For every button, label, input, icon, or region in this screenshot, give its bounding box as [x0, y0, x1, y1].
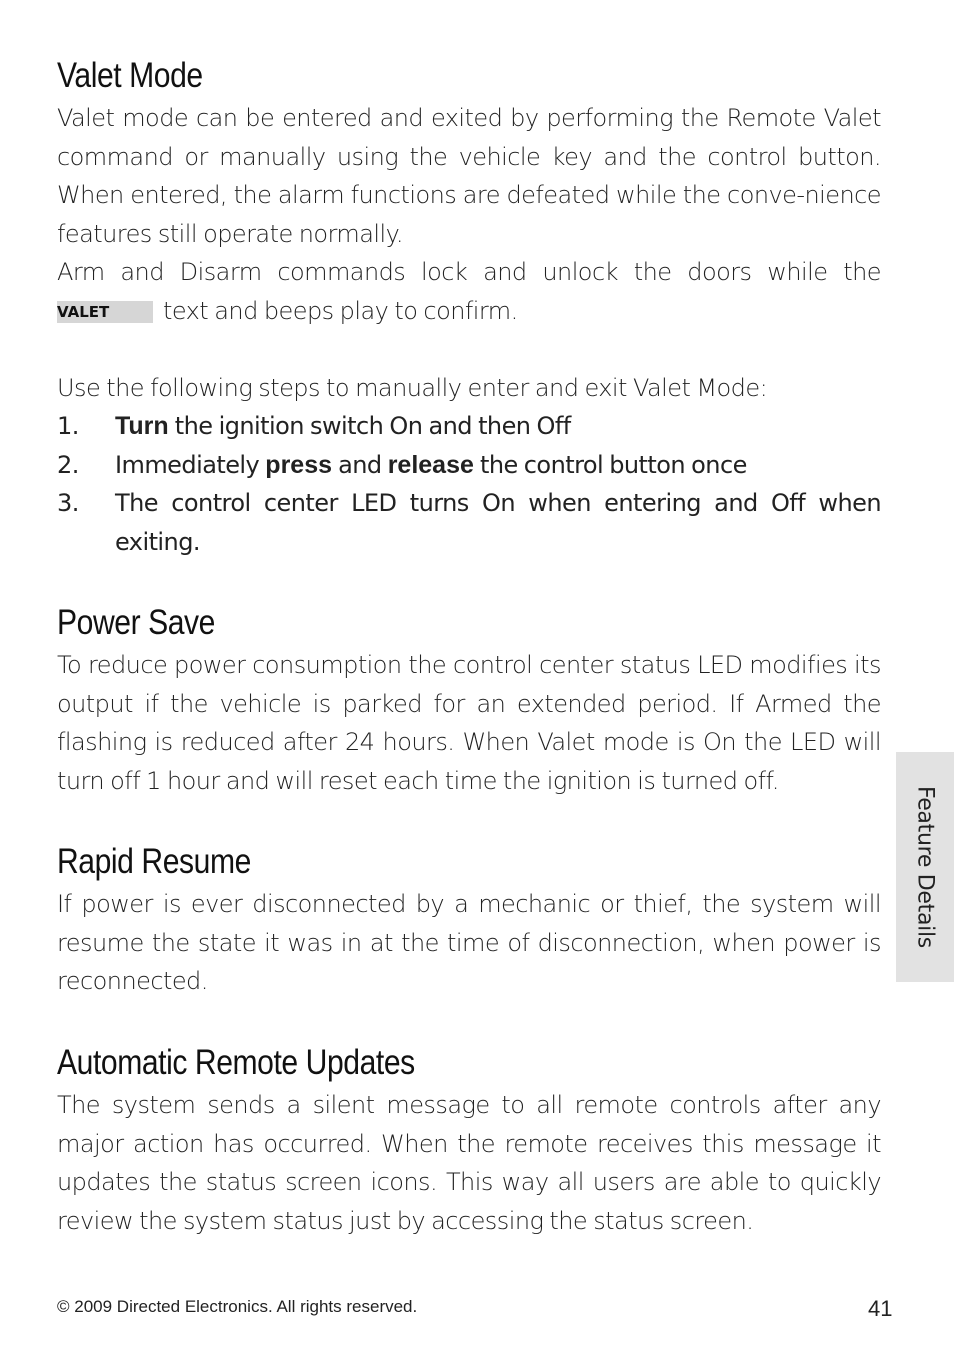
step-text: Immediately	[115, 450, 266, 479]
valet-intro: Valet mode can be entered and exited by performing the Remote Valet command or manually using the vehicle key and the control button. When entered, the alarm functions are defeated while the conve-nience features still operate normally.	[57, 104, 881, 248]
list-item	[57, 407, 881, 446]
side-tab-label: Feature Details	[912, 786, 938, 948]
step-bold: press	[265, 450, 333, 479]
page-number: 41	[868, 1296, 893, 1321]
footer-copyright: © 2009 Directed Electronics. All rights reserved.	[57, 1297, 418, 1316]
heading-power-save: Power Save	[57, 603, 215, 642]
heading-valet-mode: Valet Mode	[57, 56, 203, 95]
rapid-resume-body: If power is ever disconnected by a mechanic or thief, the system will resume the state it was in at the time of disconnection, when power is reconnected.	[57, 890, 881, 995]
valet-steps-intro: Use the following steps to manually enter and exit Valet Mode:	[57, 374, 768, 402]
heading-automatic-remote-updates: Automatic Remote Updates	[57, 1043, 415, 1082]
valet-arm-text: Arm and Disarm commands lock and unlock the doors while the	[57, 258, 881, 286]
valet-badge: VALET	[57, 301, 153, 323]
step-number: 1.	[57, 412, 79, 440]
step-bold: Turn	[115, 412, 169, 440]
step-bold: release	[387, 450, 474, 479]
side-tab	[896, 752, 954, 982]
valet-steps-list	[57, 407, 881, 561]
valet-arm-paragraph	[57, 253, 881, 330]
step-text: the control button once	[473, 450, 747, 479]
heading-rapid-resume: Rapid Resume	[57, 842, 251, 881]
step-number: 2.	[57, 450, 79, 479]
step-text: the ignition switch On and then Off	[168, 412, 571, 440]
valet-badge-text: text and beeps play to confirm.	[163, 296, 518, 325]
step-number: 3.	[57, 489, 79, 517]
auto-updates-body: The system sends a silent message to all remote controls after any major action has occurred. When the remote receives this message it updates the status screen icons. This way all users are able to quickly review the system status just by accessing the status screen.	[57, 1091, 881, 1235]
list-item	[57, 484, 881, 561]
list-item	[57, 446, 881, 485]
power-save-body: To reduce power consumption the control center status LED modifies its output if the vehicle is parked for an extended period. If Armed the flashing is reduced after 24 hours. When Valet mode is On the LED will turn off 1 hour and will reset each time the ignition is turned off.	[57, 651, 881, 795]
step-text: and	[332, 450, 388, 479]
step-text: The control center LED turns On when entering and Off when exiting.	[115, 489, 881, 556]
